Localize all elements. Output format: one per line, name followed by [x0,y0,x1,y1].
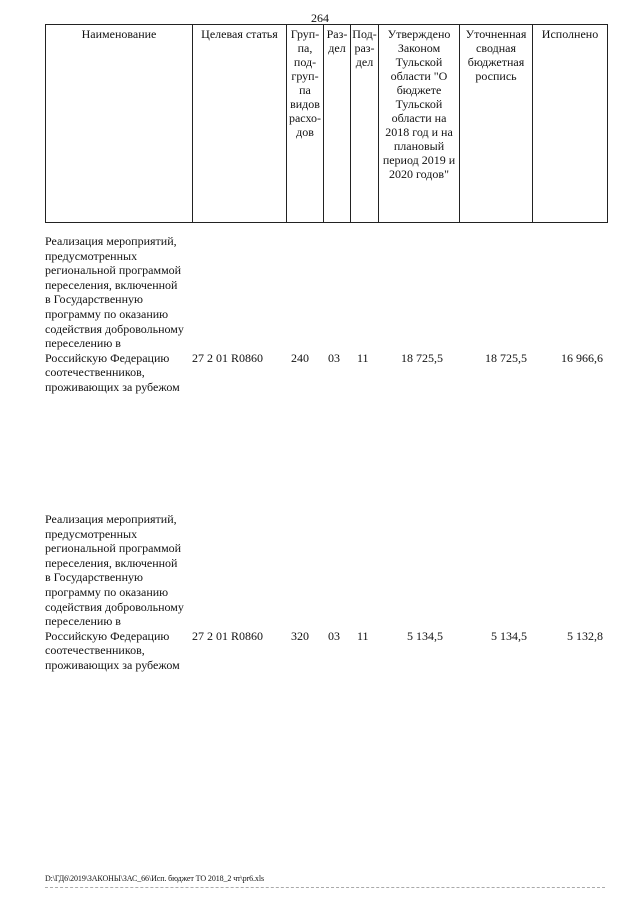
row-name: Реализация мероприятий, предусмотренных региональной программой переселения, включенной в Государственную программу по оказанию содействия добровольному переселению в Российскую Федерацию соотечественников, проживающих за рубежом [45,512,184,672]
row-executed: 5 132,8 [567,629,603,643]
header-approved: Утверждено Законом Тульской области "О бюджете Тульской области на 2018 год и на плановый период 2019 и 2020 годов" [379,25,460,223]
row-subsection: 11 [357,351,369,365]
row-refined: 5 134,5 [491,629,527,643]
row-section: 03 [328,351,340,365]
row-target-article: 27 2 01 R0860 [192,351,264,365]
row-expense-group: 240 [291,351,309,365]
footer-rule [45,887,605,888]
header-section: Раз-дел [324,25,351,223]
row-expense-group: 320 [291,629,309,643]
row-target-article: 27 2 01 R0860 [192,629,264,643]
row-approved: 18 725,5 [401,351,443,365]
header-executed: Исполнено [533,25,608,223]
header-subsection: Под-раз-дел [351,25,379,223]
row-section: 03 [328,629,340,643]
header-refined: Уточненная сводная бюджетная роспись [460,25,533,223]
row-name: Реализация мероприятий, предусмотренных региональной программой переселения, включенной в Государственную программу по оказанию содействия добровольному переселению в Российскую Федерацию соотечественников, проживающих за рубежом [45,234,184,394]
header-target-article: Целевая статья [193,25,287,223]
row-refined: 18 725,5 [485,351,527,365]
table-header [45,24,608,223]
file-path-footer: D:\ГД6\2019\ЗАКОНЫ\ЗАС_66\Исп. бюджет ТО 2018_2 чт\рr6.xls [45,874,264,883]
row-executed: 16 966,6 [561,351,603,365]
header-expense-group: Груп-па, под-груп-па видов расхо-дов [287,25,324,223]
page-number: 264 [311,11,329,25]
row-subsection: 11 [357,629,369,643]
row-approved: 5 134,5 [407,629,443,643]
header-name: Наименование [46,25,193,223]
